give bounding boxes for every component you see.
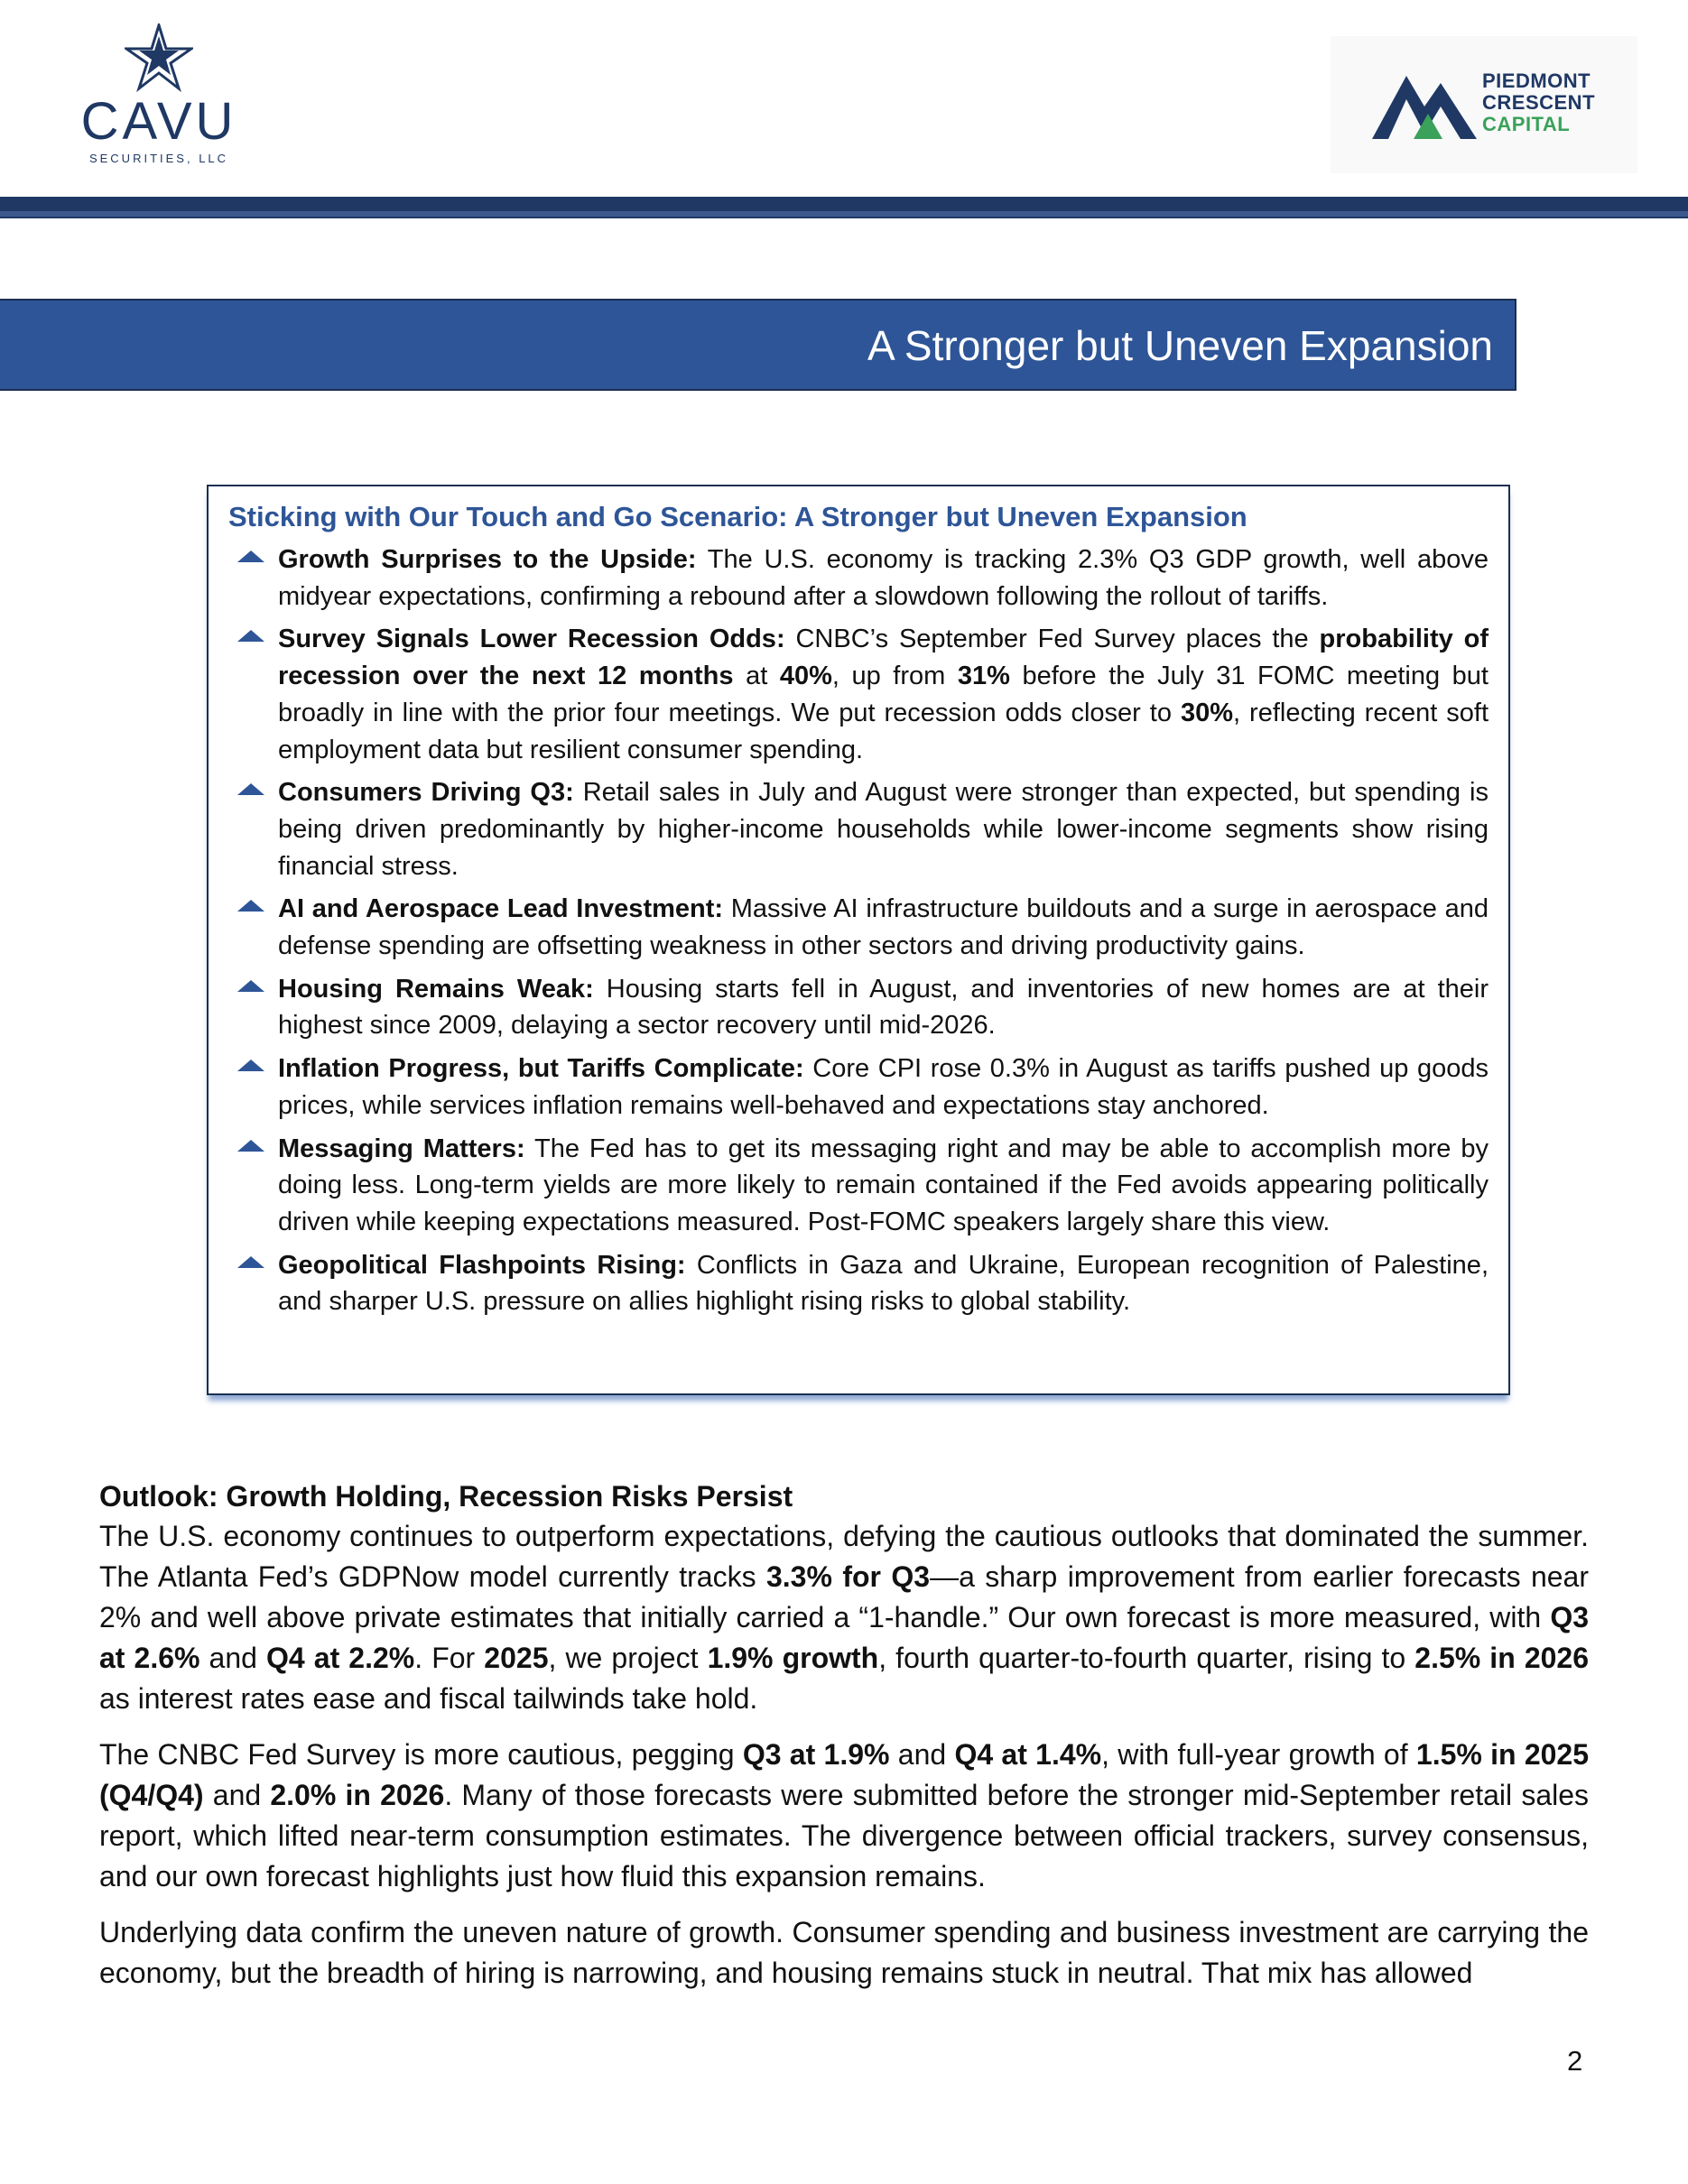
text-run: Core CPI rose 0.3% in August as tariffs pushed up goods prices, while services inflation remains well-behaved and expectations stay anchored. <box>278 1054 1489 1120</box>
text-run: . For <box>414 1642 485 1674</box>
summary-bullet <box>228 971 1489 1044</box>
text-run: Conflicts in Gaza and Ukraine, European recognition of Palestine, and sharper U.S. pressure on allies highlight rising risks to global stability. <box>278 1250 1489 1317</box>
pcc-wordmark <box>1482 70 1595 135</box>
bold-text: 2.0% in 2026 <box>270 1779 445 1811</box>
text-run: and <box>199 1642 267 1674</box>
piedmont-crescent-capital-logo <box>1331 36 1637 173</box>
bold-text: 30% <box>1180 698 1233 727</box>
outlook-paragraph <box>99 1516 1589 1719</box>
text-run: and <box>889 1738 955 1771</box>
outlook-paragraphs <box>99 1516 1589 1994</box>
text-run: , up from <box>831 662 958 691</box>
text-run: The U.S. economy is tracking 2.3% Q3 GDP growth, well above midyear expectations, confirming a rebound after a slowdown following the rollout of tariffs. <box>278 545 1489 611</box>
triangle-up-icon <box>237 783 264 795</box>
text-run: Underlying data confirm the uneven nature of growth. Consumer spending and business investment are carrying the economy, but the breadth of hiring is narrowing, and housing remains stuck in neutral. That mix has allowed <box>99 1916 1589 1989</box>
cavu-wordmark: CAVU <box>80 92 237 151</box>
triangle-up-icon <box>237 551 264 562</box>
text-run: CNBC’s September Fed Survey places the <box>784 625 1320 654</box>
page-number: 2 <box>1567 2045 1583 2077</box>
pcc-line-1: PIEDMONT <box>1482 69 1591 92</box>
text-run: Housing starts fell in August, and inventories of new homes are at their highest since 2009, delaying a sector recovery until mid-2026. <box>278 974 1489 1041</box>
summary-bullet <box>228 541 1489 615</box>
bold-text: Q4 at 1.4% <box>954 1738 1102 1771</box>
summary-box <box>207 485 1510 1395</box>
bullet-lead: Messaging Matters: <box>278 1134 525 1163</box>
outlook-paragraph <box>99 1912 1589 1994</box>
bullet-lead: Inflation Progress, but Tariffs Complicate: <box>278 1054 804 1084</box>
triangle-up-icon <box>237 1256 264 1268</box>
text-run: . Many of those forecasts were submitted before the stronger mid-September retail sales report, which lifted near-term consumption estimates. The divergence between official trackers, survey consensus, and our own forecast highlights just how fluid this expansion remains. <box>99 1779 1590 1892</box>
bold-text: Q3 at 2.6% <box>99 1601 1589 1674</box>
text-run: , fourth quarter-to-fourth quarter, rising to <box>878 1642 1415 1674</box>
star-icon <box>125 23 193 94</box>
bold-text: 2025 <box>484 1642 549 1674</box>
text-run: , with full-year growth of <box>1101 1738 1416 1771</box>
summary-bullet <box>228 1247 1489 1320</box>
summary-bullet <box>228 774 1489 884</box>
text-run: —a sharp improvement from earlier forecasts near 2% and well above private estimates that initially carried a “1-handle.” Our own forecast is more measured, with <box>99 1560 1590 1633</box>
bold-text: Q3 at 1.9% <box>742 1738 890 1771</box>
cavu-subtitle: SECURITIES, LLC <box>88 152 229 165</box>
bold-text: 40% <box>779 662 832 691</box>
text-run: and <box>203 1779 271 1811</box>
cavu-logo <box>79 23 238 168</box>
bullet-lead: Survey Signals Lower Recession Odds: <box>278 625 785 654</box>
title-banner <box>0 299 1516 391</box>
bullet-lead: AI and Aerospace Lead Investment: <box>278 894 724 924</box>
bullet-lead: Housing Remains Weak: <box>278 974 594 1004</box>
text-run: Retail sales in July and August were stronger than expected, but spending is being driven predominantly by higher-income households while lower-income segments show rising financial stress. <box>278 778 1489 881</box>
summary-bullet <box>228 891 1489 964</box>
text-run: as interest rates ease and fiscal tailwinds take hold. <box>99 1682 758 1715</box>
bold-text: Q4 at 2.2% <box>266 1642 415 1674</box>
bold-text: 3.3% for Q3 <box>765 1560 931 1593</box>
bold-text: 1.9% growth <box>707 1642 879 1674</box>
text-run: , we project <box>548 1642 708 1674</box>
text-run: The U.S. economy continues to outperform expectations, defying the cautious outlooks that dominated the summer. The Atlanta Fed’s GDPNow model currently tracks <box>99 1520 1589 1593</box>
summary-bullet <box>228 1131 1489 1241</box>
triangle-up-icon <box>237 980 264 992</box>
outlook-paragraph <box>99 1735 1589 1897</box>
header-rule-accent <box>0 211 1688 217</box>
bullet-lead: Geopolitical Flashpoints Rising: <box>278 1250 686 1280</box>
text-run: before the July 31 FOMC meeting but broadly in line with the prior four meetings. We put recession odds closer to <box>278 662 1489 727</box>
text-run: Massive AI infrastructure buildouts and a surge in aerospace and defense spending are offsetting weakness in other sectors and driving productivity gains. <box>278 894 1489 961</box>
text-run: , reflecting recent soft employment data but resilient consumer spending. <box>278 698 1489 764</box>
outlook-section <box>99 1476 1589 2009</box>
bullet-lead: Growth Surprises to the Upside: <box>278 545 697 574</box>
triangle-up-icon <box>237 630 264 642</box>
triangle-up-icon <box>237 1140 264 1152</box>
text-run: at <box>733 662 780 691</box>
bold-text: 31% <box>957 662 1010 691</box>
outlook-heading: Outlook: Growth Holding, Recession Risks Persist <box>99 1480 793 1513</box>
summary-bullet <box>228 621 1489 768</box>
pcc-line-3: CAPITAL <box>1482 113 1571 135</box>
triangle-up-icon <box>237 1060 264 1071</box>
pcc-line-2: CRESCENT <box>1482 91 1596 114</box>
summary-bullet-list <box>228 541 1489 1327</box>
bold-text: 1.5% in 2025 (Q4/Q4) <box>99 1738 1590 1811</box>
triangle-up-icon <box>237 900 264 912</box>
summary-heading: Sticking with Our Touch and Go Scenario: A Stronger but Uneven Expansion <box>228 501 1247 532</box>
text-run: The CNBC Fed Survey is more cautious, pegging <box>99 1738 743 1771</box>
page-title: A Stronger but Uneven Expansion <box>867 322 1493 369</box>
bold-text: probability of recession over the next 12 months <box>278 625 1489 691</box>
mountain-icon <box>1372 70 1477 143</box>
bullet-lead: Consumers Driving Q3: <box>278 778 574 808</box>
text-run: The Fed has to get its messaging right and may be able to accomplish more by doing less. Long-term yields are more likely to remain contained if the Fed avoids appearing politically driven while keeping expectations measured. Post-FOMC speakers largely share this view. <box>278 1134 1489 1236</box>
summary-bullet <box>228 1050 1489 1124</box>
bold-text: 2.5% in 2026 <box>1414 1642 1590 1674</box>
